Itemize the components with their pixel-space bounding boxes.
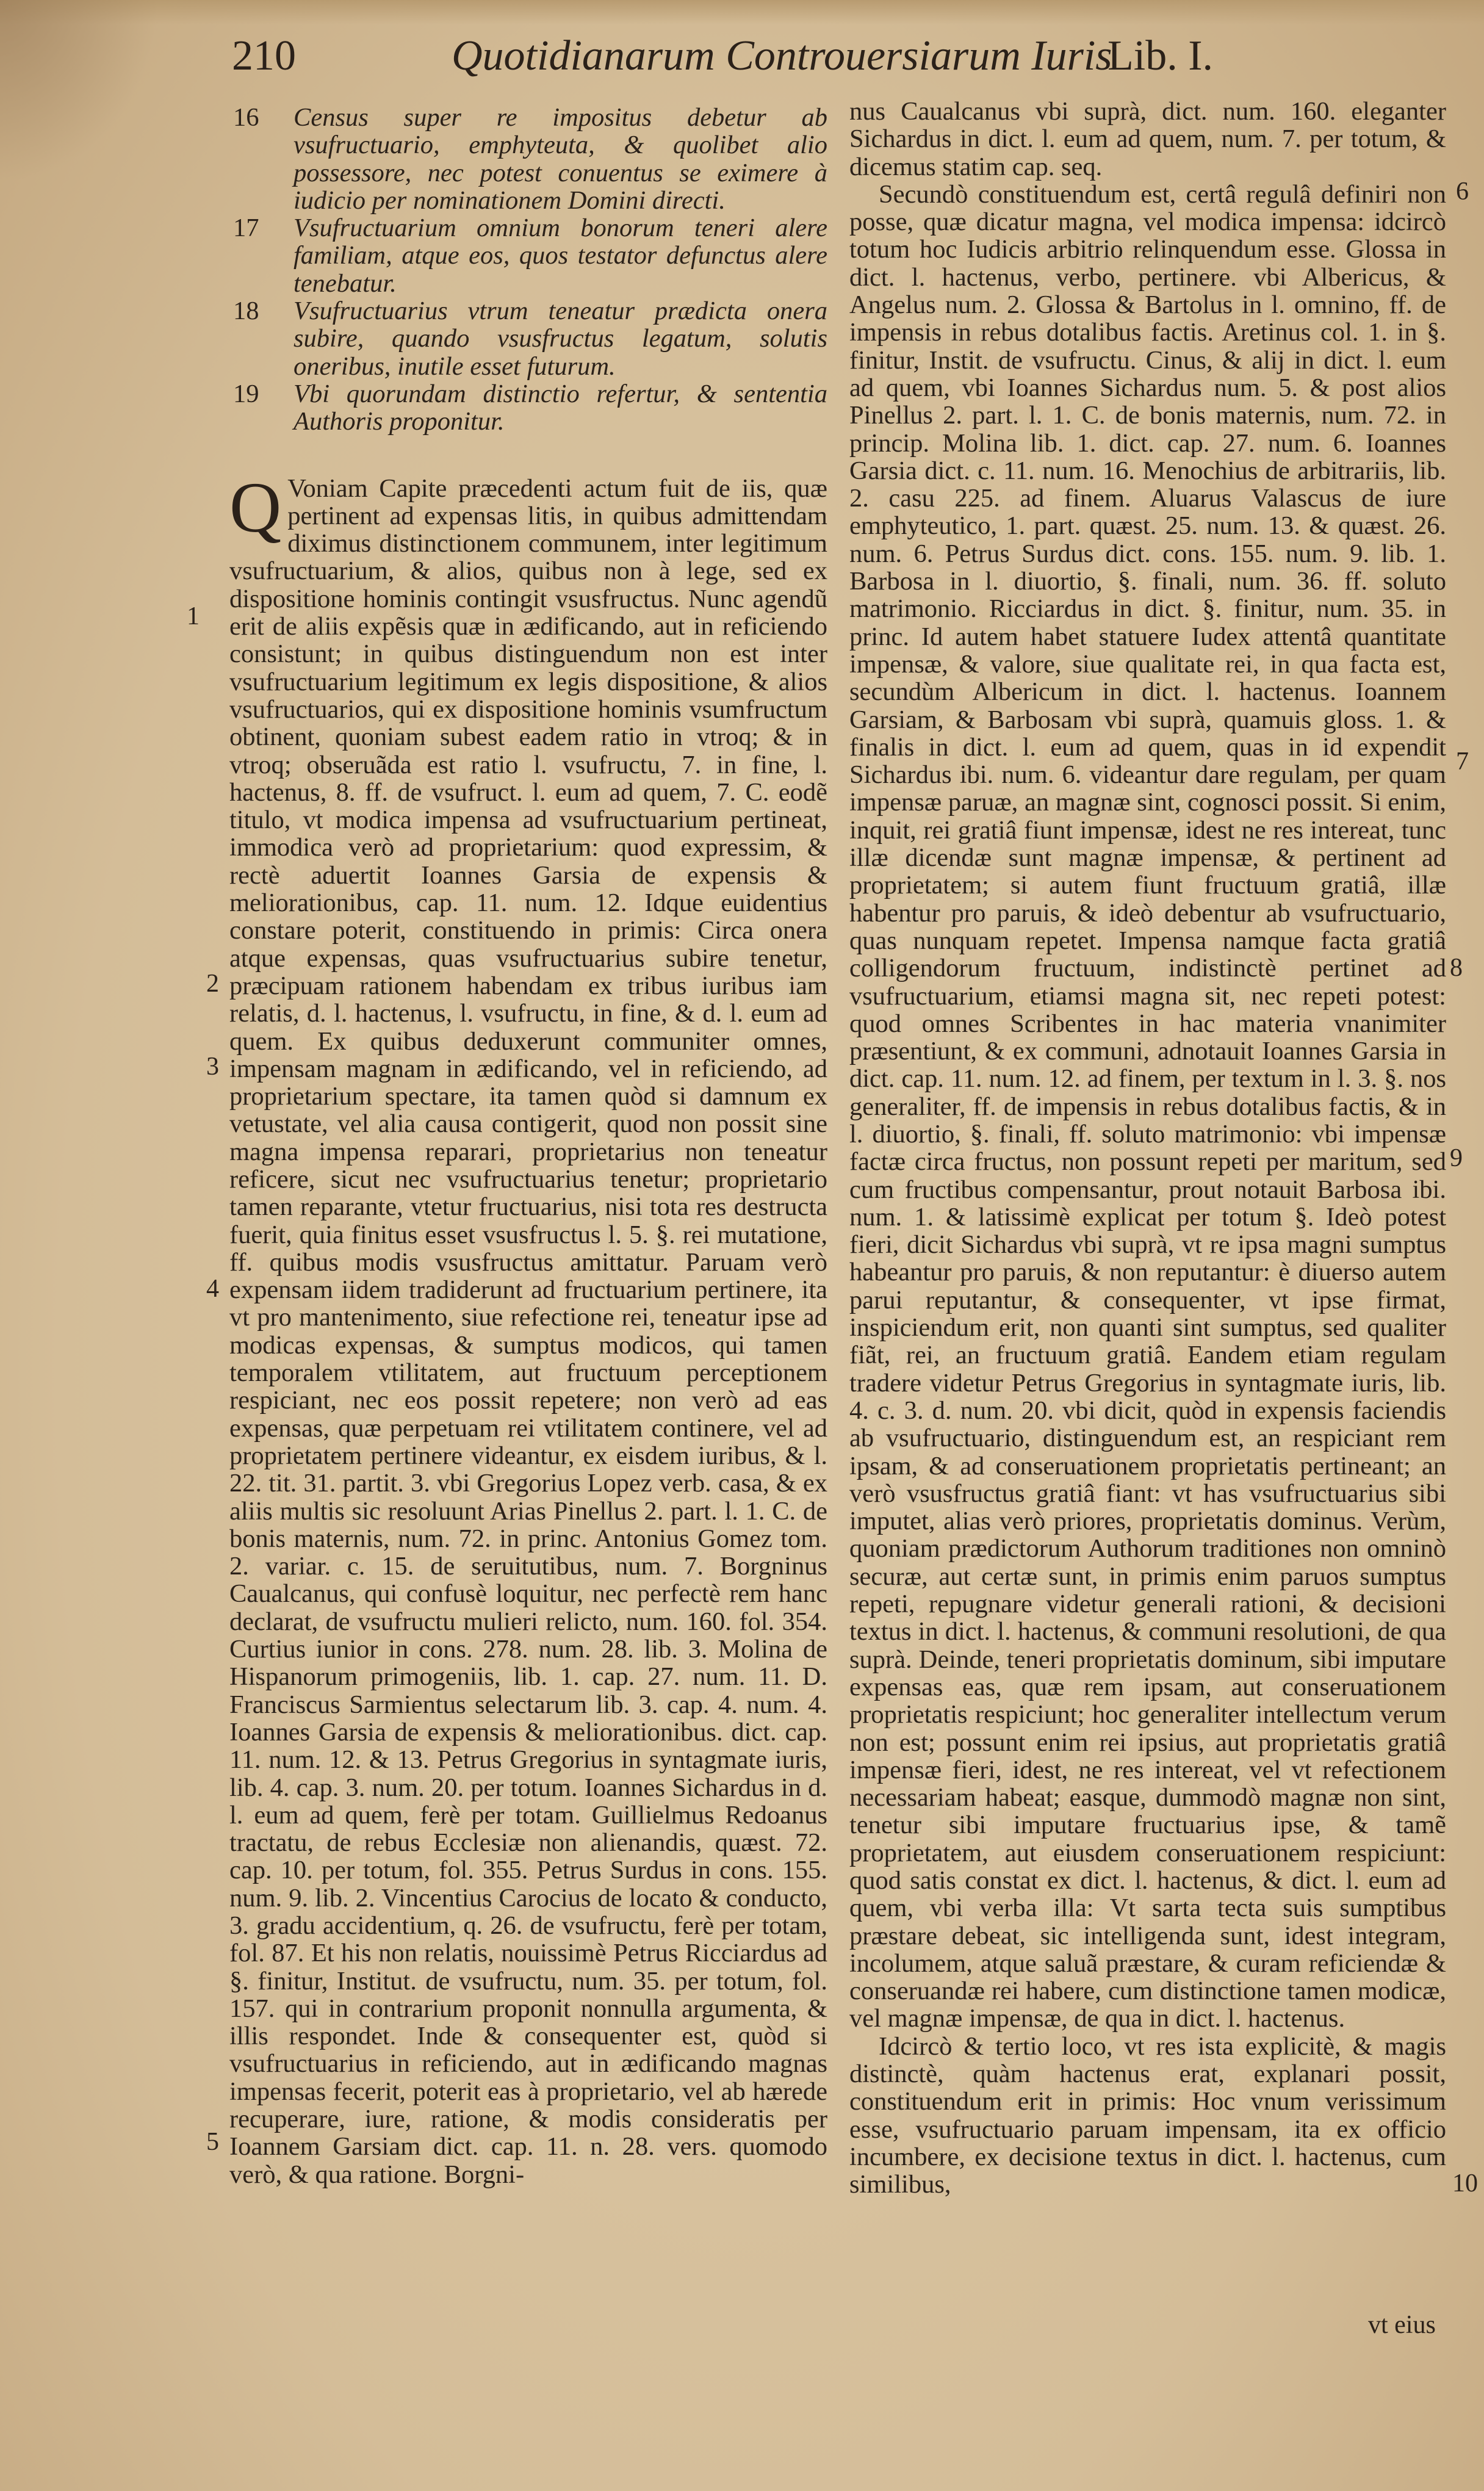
catchword: vt eius [1368, 2311, 1436, 2339]
summary-item [229, 380, 827, 436]
summary-number: 18 [233, 297, 259, 326]
margin-number: 2 [206, 970, 219, 998]
margin-number: 1 [187, 602, 200, 630]
summary-text: Vsufructuarium omnium bonorum teneri alere familiam, atque eos, quos testator defunctus alere tenebatur. [294, 214, 827, 298]
summary-number: 16 [233, 103, 259, 132]
body-text: Voniam Capite præcedenti actum fuit de iis, quæ pertinent ad expensas litis, in quibus admittendam diximus distinctionem communem, inter legitimum vsufructuarium, & alios, quibus non à lege, sed ex dispositione hominis contingit vsusfructus. Nunc agendũ erit de aliis expẽsis quæ in ædificando, aut in reficiendo consistunt; in quibus distinguendum non est inter vsufructuarium legitimum ex legis dispositione, & alios vsufructuarios, qui ex dispositione hominis vsumfructum obtinent, quoniam subest eadem ratio in vtroq; & in vtroq; obseruãda est ratio l. vsufructu, 7. in fine, l. hactenus, 8. ff. de vsufruct. l. eum ad quem, 7. C. eodẽ titulo, vt modica impensa ad vsufructuarium pertineat, immodica verò ad proprietarium: quod expressim, & rectè aduertit Ioannes Garsia de expensis & meliorationibus, cap. 11. num. 12. Idque euidentius constare poterit, constituendo in primis: Circa onera atque expensas, quas vsufructuarius subire tenetur, præcipuam rationem habendam ex tribus iuribus iam relatis, d. l. hactenus, l. vsufructu, in fine, & d. l. eum ad quem. Ex quibus deduxerunt communiter omnes, impensam magnam in ædificando, vel in reficiendo, ad proprietarium spectare, ita tamen quòd si damnum ex vetustate, vel alia causa contigerit, quod non possit sine magna impensa reparari, proprietarius non teneatur reficere, sicut nec vsufructuarius tenetur; proprietario tamen reparante, vtetur fructuarius, nisi tota res destructa fuerit, quia finitus esset vsusfructus l. 5. §. rei mutatione, ff. quibus modis vsusfructus amittatur. Paruam verò expensam iidem tradiderunt ad fructuarium pertinere, ita vt pro mantenimento, siue refectione rei, teneatur ipse ad modicas expensas, & sumptus modicos, qui tamen temporalem vtilitatem, aut fructuum perceptionem respiciant, nec eos possit repetere; non verò ad eas expensas, quæ perpetuam rei vtilitatem continere, vel ad proprietatem pertinere videantur, ex eisdem iuribus, & l. 22. tit. 31. partit. 3. vbi Gregorius Lopez verb. casa, & ex aliis multis sic resoluunt Arias Pinellus 2. part. l. 1. C. de bonis maternis, num. 72. in princ. Antonius Gomez tom. 2. variar. c. 15. de seruitutibus, num. 7. Borgninus Caualcanus, qui confusè loquitur, nec perfectè rem hanc declarat, de vsufructu mulieri relicto, num. 160. fol. 354. Curtius iunior in cons. 278. num. 28. lib. 3. Molina de Hispanorum primogeniis, lib. 1. cap. 27. num. 11. D. Franciscus Sarmientus selectarum lib. 3. cap. 4. num. 4. Ioannes Garsia de expensis & meliorationibus. dict. cap. 11. num. 12. & 13. Petrus Gregorius in syntagmate iuris, lib. 4. cap. 3. num. 20. per totum. Ioannes Sichardus in d. l. eum ad quem, ferè per totam. Guillielmus Redoanus tractatu, de rebus Ecclesiæ non alienandis, quæst. 72. cap. 10. per totum, fol. 355. Petrus Surdus in cons. 155. num. 9. lib. 2. Vincentius Carocius de locato & conducto, 3. gradu accidentium, q. 26. de vsufructu, ferè per totam, fol. 87. Et his non relatis, nouissimè Petrus Ricciardus ad §. finitur, Institut. de vsufructu, num. 35. per totum, fol. 157. qui in contrarium proponit nonnulla argumenta, & illis respondet. Inde & consequenter est, quòd si vsufructuarius in reficiendo, aut in ædificando magnas impensas fecerit, poterit eas à proprietario, vel ab hærede recuperare, iure, ratione, & modis consideratis per Ioannem Garsiam dict. cap. 11. n. 28. vers. quomodo verò, & qua ratione. Borgni- [229, 474, 827, 2189]
left-column [229, 104, 827, 2188]
page-number: 210 [232, 32, 296, 79]
summary-item [229, 214, 827, 297]
book-number: Lib. I. [1108, 32, 1214, 79]
margin-number: 7 [1456, 748, 1469, 776]
right-column [849, 98, 1446, 2199]
margin-number: 6 [1456, 178, 1469, 206]
margin-number: 3 [206, 1053, 219, 1081]
margin-number: 10 [1452, 2169, 1478, 2197]
corner-stain [0, 0, 159, 183]
summary-item [229, 104, 827, 214]
running-header [232, 32, 1233, 93]
body-paragraph: Idcircò & tertio loco, vt res ista explicitè, & magis distinctè, quàm hactenus erat, explanari possit, constituendum erit in primis: Hoc vnum verissimum esse, vsufructuario paruam impensam, ita ex officio incumbere, ex decisione textus in dict. l. hactenus, cum similibus, [849, 2031, 1446, 2199]
summary-text: Vsufructuarius vtrum teneatur prædicta onera subire, quando vsusfructus legatum, solutis oneribus, inutile esset futurum. [294, 297, 827, 381]
running-title: Quotidianarum Controuersiarum Iuris [452, 32, 1112, 79]
summary-number: 17 [233, 214, 259, 243]
summary-item [229, 297, 827, 380]
summary-text: Vbi quorundam distinctio refertur, & sententia Authoris proponitur. [294, 379, 827, 436]
body-paragraph: nus Caualcanus vbi suprà, dict. num. 160. eleganter Sichardus in dict. l. eum ad quem, num. 7. per totum, & dicemus statim cap. seq. [849, 97, 1446, 181]
body-paragraph [229, 467, 827, 2189]
margin-number: 4 [206, 1275, 219, 1303]
margin-number: 5 [206, 2128, 219, 2156]
summary-text: Census super re impositus debetur ab vsufructuario, emphyteuta, & quolibet alio possessore, nec potest conuentus se eximere à iudicio per nominationem Domini directi. [294, 103, 827, 215]
summary-number: 19 [233, 379, 259, 408]
page-edge-stain [0, 0, 1484, 24]
body-paragraph: Secundò constituendum est, certâ regulâ definiri non posse, quæ dicatur magna, vel modica impensa: idcircò totum hoc Iudicis arbitrio relinquendum esse. Glossa in dict. l. hactenus, verbo, pertinere. vbi Albericus, & Angelus num. 2. Glossa & Bartolus in l. omnino, ff. de impensis in rebus dotalibus factis. Aretinus col. 1. in §. finitur, Instit. de vsufructu. Cinus, & alij in dict. l. eum ad quem, vbi Ioannes Sichardus num. 5. & post alios Pinellus 2. part. l. 1. C. de bonis maternis, num. 72. in princip. Molina lib. 1. dict. cap. 27. num. 6. Ioannes Garsia dict. c. 11. num. 16. Menochius de arbitrariis, lib. 2. casu 225. ad finem. Aluarus Valascus de iure emphyteutico, 1. part. quæst. 25. num. 13. & quæst. 26. num. 6. Petrus Surdus dict. cons. 155. num. 9. lib. 1. Barbosa in l. diuortio, §. finali, num. 36. ff. soluto matrimonio. Ricciardus in dict. §. finitur, num. 35. in princ. Id autem habet statuere Iudex attentâ quantitate impensæ, & valore, siue qualitate rei, in qua facta est, secundùm Albericum in dict. l. hactenus. Ioannem Garsiam, & Barbosam vbi suprà, quamuis gloss. 1. & finalis in dict. l. eum ad quem, quas in id expendit Sichardus ibi. num. 6. videantur dare regulam, per quam impensæ paruæ, an magnæ sint, cognosci possit. Si enim, inquit, rei gratiâ fiunt impensæ, idest ne res intereat, tunc illæ dicendæ sunt magnæ impensæ, & pertinent ad proprietatem; si autem fiunt fructuum gratiâ, illæ habentur pro paruis, & ideò debentur ab vsufructuario, quas nunquam repetet. Impensa namque facta gratiâ colligendorum fructuum, indistinctè pertinet ad vsufructuarium, etiamsi magna sit, nec repeti potest: quod omnes Scribentes in hac materia vnanimiter præsentiunt, & ex communi, adnotauit Ioannes Garsia in dict. cap. 11. num. 12. ad finem, per textum in l. 3. §. nos generaliter, ff. de impensis in rebus dotalibus factis, & in l. diuortio, §. finali, ff. soluto matrimonio: vbi impensæ factæ circa fructus, non possunt repeti per maritum, sed cum fructibus compensantur, prout notauit Barbosa ibi. num. 1. & latissimè explicat per totum §. Ideò potest fieri, dicit Sichardus vbi suprà, vt re ipsa magni sumptus habeantur pro paruis, & non reputantur: è diuerso autem parui reputantur, & consequenter, vt ipse firmat, inspiciendum erit, non quanti sint sumptus, sed qualiter fiãt, rei, an fructuum gratiâ. Eandem etiam regulam tradere videtur Petrus Gregorius in syntagmate iuris, lib. 4. c. 3. d. num. 20. vbi dicit, quòd in expensis faciendis ab vsufructuario, distinguendum est, an respiciant rem ipsam, & ad conseruationem proprietatis pertineant; an verò vsusfructus gratiâ fiant: vt has vsufructuarius sibi imputet, alias verò priores, proprietatis dominus. Verùm, quoniam prædictorum Authorum traditiones non omninò securæ, aut certæ sunt, in primis enim paruos sumptus repeti, repugnare videtur generali rationi, & decisioni textus in dict. l. hactenus, & communi resolutioni, de qua suprà. Deinde, teneri proprietatis dominum, sibi imputare expensas eas, quæ rem ipsam, aut conseruationem proprietatis respiciunt; hoc generaliter intellectum verum non est; possunt enim rei ipsius, aut proprietatis gratiâ impensæ fieri, idest, ne res intereat, vel vt refectionem necessariam habeat; easque, dummodò magnæ non sint, tenetur sibi imputare fructuarius ipse, & tamẽ proprietatem, aut eiusdem conseruationem respiciunt: quod satis constat ex dict. l. hactenus, & dict. l. eum ad quem, vbi verba illa: Vt sarta tecta suis sumptibus præstare debeat, sic intelligenda sunt, idest integram, incolumem, atque saluã præstare, & curam reficiendæ & conseruandæ rei habere, cum distinctione tamen modicæ, vel magnæ impensæ, de qua in dict. l. hactenus. [849, 179, 1446, 2033]
margin-number: 9 [1450, 1144, 1463, 1172]
drop-cap: Q [229, 467, 282, 547]
margin-number: 8 [1450, 954, 1463, 982]
section-gap [229, 436, 827, 475]
